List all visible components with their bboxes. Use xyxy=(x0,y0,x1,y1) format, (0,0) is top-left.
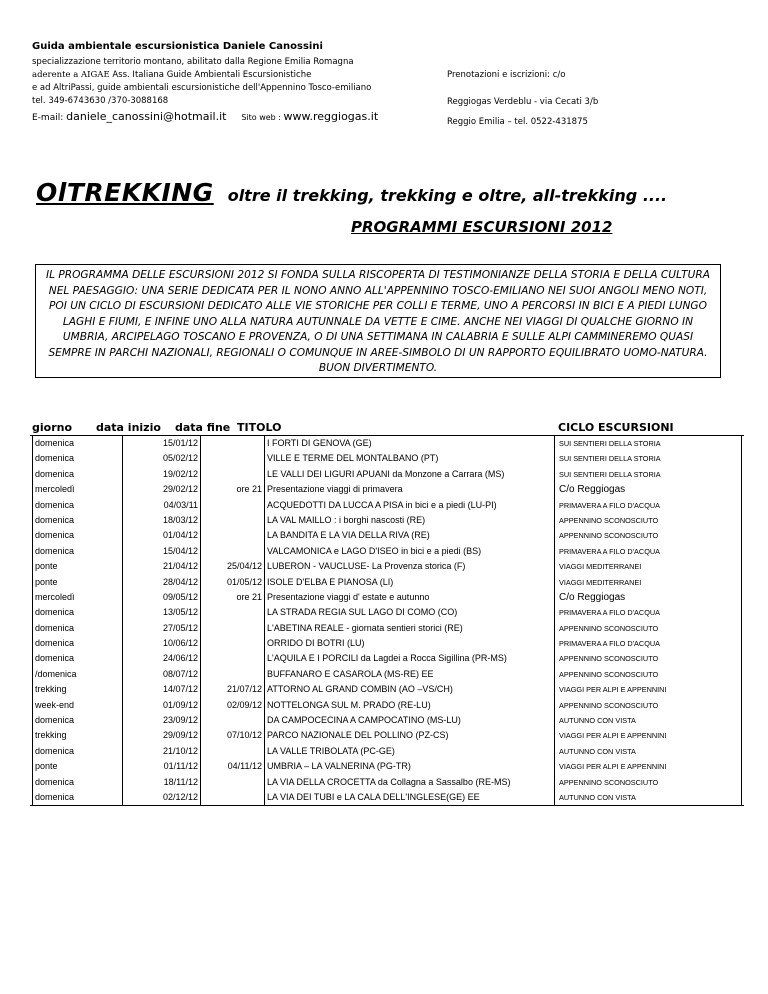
table-row xyxy=(30,728,744,743)
booking-address: Reggiogas Verdeblu - via Cecati 3/b xyxy=(447,97,599,107)
cell-data-inizio: 14/07/12 xyxy=(122,682,200,697)
cell-giorno: domenica xyxy=(32,775,122,790)
cell-ciclo: APPENNINO SCONOSCIUTO xyxy=(554,667,742,682)
cell-titolo: PARCO NAZIONALE DEL POLLINO (PZ-CS) xyxy=(264,728,554,743)
cell-giorno: ponte xyxy=(32,759,122,774)
cell-data-fine: 04/11/12 xyxy=(200,759,264,774)
cell-data-fine xyxy=(200,513,264,528)
cell-data-inizio: 08/07/12 xyxy=(122,667,200,682)
cell-giorno: domenica xyxy=(32,436,122,451)
table-row xyxy=(30,498,744,513)
cell-giorno: domenica xyxy=(32,744,122,759)
table-row xyxy=(30,451,744,466)
cell-data-inizio: 05/02/12 xyxy=(122,451,200,466)
table-row xyxy=(30,528,744,543)
cell-ciclo: PRIMAVERA A FILO D'ACQUA xyxy=(554,605,742,620)
cell-giorno: trekking xyxy=(32,728,122,743)
cell-titolo: I FORTI DI GENOVA (GE) xyxy=(264,436,554,451)
cell-ciclo: AUTUNNO CON VISTA xyxy=(554,790,742,805)
cell-titolo: BUFFANARO E CASAROLA (MS-RE) EE xyxy=(264,667,554,682)
cell-titolo: VILLE E TERME DEL MONTALBANO (PT) xyxy=(264,451,554,466)
cell-titolo: LA VAL MAILLO : i borghi nascosti (RE) xyxy=(264,513,554,528)
cell-ciclo: APPENNINO SCONOSCIUTO xyxy=(554,513,742,528)
cell-giorno: trekking xyxy=(32,682,122,697)
cell-titolo: NOTTELONGA SUL M. PRADO (RE-LU) xyxy=(264,698,554,713)
cell-titolo: LE VALLI DEI LIGURI APUANI da Monzone a Carrara (MS) xyxy=(264,467,554,482)
cell-data-inizio: 15/04/12 xyxy=(122,544,200,559)
cell-data-inizio: 15/01/12 xyxy=(122,436,200,451)
cell-data-inizio: 29/02/12 xyxy=(122,482,200,497)
cell-giorno: domenica xyxy=(32,498,122,513)
cell-giorno: domenica xyxy=(32,513,122,528)
cell-data-inizio: 18/03/12 xyxy=(122,513,200,528)
cell-ciclo: SUI SENTIERI DELLA STORIA xyxy=(554,467,742,482)
cell-titolo: LUBERON - VAUCLUSE- La Provenza storica (F) xyxy=(264,559,554,574)
cell-giorno: mercoledì xyxy=(32,482,122,497)
cell-data-fine xyxy=(200,451,264,466)
cell-titolo: LA VIA DEI TUBI e LA CALA DELL'INGLESE(GE) EE xyxy=(264,790,554,805)
cell-ciclo: APPENNINO SCONOSCIUTO xyxy=(554,651,742,666)
cell-ciclo: APPENNINO SCONOSCIUTO xyxy=(554,621,742,636)
main-title xyxy=(36,178,667,207)
table-row xyxy=(30,713,744,728)
cell-data-inizio: 23/09/12 xyxy=(122,713,200,728)
cell-titolo: LA BANDITA E LA VIA DELLA RIVA (RE) xyxy=(264,528,554,543)
cell-titolo: LA VIA DELLA CROCETTA da Collagna a Sassalbo (RE-MS) xyxy=(264,775,554,790)
cell-ciclo: VIAGGI MEDITERRANEI xyxy=(554,575,742,590)
cell-data-inizio: 28/04/12 xyxy=(122,575,200,590)
cell-data-fine: 07/10/12 xyxy=(200,728,264,743)
cell-ciclo: APPENNINO SCONOSCIUTO xyxy=(554,698,742,713)
cell-ciclo: C/o Reggiogas xyxy=(554,482,742,497)
cell-data-fine xyxy=(200,667,264,682)
cell-data-fine xyxy=(200,790,264,805)
cell-giorno: domenica xyxy=(32,451,122,466)
cell-data-inizio: 09/05/12 xyxy=(122,590,200,605)
header-giorno: giorno xyxy=(32,421,73,434)
table-row xyxy=(30,682,744,697)
table-row xyxy=(30,559,744,574)
cell-data-fine xyxy=(200,528,264,543)
header-titolo: TITOLO xyxy=(237,421,282,434)
cell-data-fine xyxy=(200,775,264,790)
table-row xyxy=(30,467,744,482)
table-row xyxy=(30,744,744,759)
cell-giorno: domenica xyxy=(32,605,122,620)
booking-label: Prenotazioni e iscrizioni: c/o xyxy=(447,70,566,80)
table-row xyxy=(30,513,744,528)
cell-ciclo: C/o Reggiogas xyxy=(554,590,742,605)
header-data-inizio: data inizio xyxy=(96,421,161,434)
cell-titolo: VALCAMONICA e LAGO D'ISEO in bici e a piedi (BS) xyxy=(264,544,554,559)
table-row xyxy=(30,436,744,451)
brand-title: OlTREKKING xyxy=(36,178,214,207)
cell-data-inizio: 18/11/12 xyxy=(122,775,200,790)
cell-ciclo: VIAGGI PER ALPI E APPENNINI xyxy=(554,728,742,743)
cell-ciclo: SUI SENTIERI DELLA STORIA xyxy=(554,436,742,451)
cell-giorno: domenica xyxy=(32,790,122,805)
cell-giorno: domenica xyxy=(32,651,122,666)
table-row xyxy=(30,636,744,651)
table-row xyxy=(30,667,744,682)
cell-data-inizio: 02/12/12 xyxy=(122,790,200,805)
header-data-fine: data fine xyxy=(175,421,231,434)
cell-giorno: ponte xyxy=(32,575,122,590)
cell-data-inizio: 21/10/12 xyxy=(122,744,200,759)
cell-giorno: /domenica xyxy=(32,667,122,682)
cell-giorno: mercoledì xyxy=(32,590,122,605)
cell-data-inizio: 27/05/12 xyxy=(122,621,200,636)
intro-box: IL PROGRAMMA DELLE ESCURSIONI 2012 SI FONDA SULLA RISCOPERTA DI TESTIMONIANZE DELLA STORIA E DELLA CULTURA NEL PAESAGGIO: UNA SERIE DEDICATA PER IL NONO ANNO ALL'APPENNINO TOSCO-EMILIANO NEI SUOI ANGOLI MENO NOTI, POI UN CICLO DI ESCURSIONI DEDICATO ALLE VIE STORICHE PER COLLI E TERME, UNO A PERCORSI IN BICI E A PIEDI LUNGO LAGHI E FIUMI, E INFINE UNO ALLA NATURA AUTUNNALE DA VETTE E CIME. ANCHE NEI VIAGGI DI QUALCHE GIORNO IN UMBRIA, ARCIPELAGO TOSCANO E PROVENZA, O DI UNA SETTIMANA IN CALABRIA E SULLE ALPI CAMMINEREMO QUASI SEMPRE IN PARCHI NAZIONALI, REGIONALI O COMUNQUE IN AREE-SIMBOLO DI UN RAPPORTO EQUILIBRATO UOMO-NATURA. BUON DIVERTIMENTO. xyxy=(35,264,721,378)
cell-giorno: ponte xyxy=(32,559,122,574)
cell-titolo: ORRIDO DI BOTRI (LU) xyxy=(264,636,554,651)
cell-ciclo: VIAGGI MEDITERRANEI xyxy=(554,559,742,574)
cell-data-inizio: 01/11/12 xyxy=(122,759,200,774)
table-row xyxy=(30,759,744,774)
cell-ciclo: VIAGGI PER ALPI E APPENNINI xyxy=(554,759,742,774)
cell-data-inizio: 13/05/12 xyxy=(122,605,200,620)
cell-titolo: LA VALLE TRIBOLATA (PC-GE) xyxy=(264,744,554,759)
cell-ciclo: AUTUNNO CON VISTA xyxy=(554,713,742,728)
cell-data-inizio: 10/06/12 xyxy=(122,636,200,651)
guide-phone: tel. 349-6743630 /370-3088168 xyxy=(32,96,169,106)
cell-data-inizio: 01/04/12 xyxy=(122,528,200,543)
cell-data-fine xyxy=(200,744,264,759)
cell-data-fine xyxy=(200,605,264,620)
cell-data-fine: ore 21 xyxy=(200,482,264,497)
table-row xyxy=(30,544,744,559)
cell-ciclo: PRIMAVERA A FILO D'ACQUA xyxy=(554,498,742,513)
cell-titolo: ATTORNO AL GRAND COMBIN (AO –VS/CH) xyxy=(264,682,554,697)
cell-data-inizio: 21/04/12 xyxy=(122,559,200,574)
booking-phone: Reggio Emilia – tel. 0522-431875 xyxy=(447,117,588,127)
cell-ciclo: PRIMAVERA A FILO D'ACQUA xyxy=(554,636,742,651)
table-row xyxy=(30,482,744,497)
cell-titolo: L'ABETINA REALE - giornata sentieri storici (RE) xyxy=(264,621,554,636)
website-link[interactable]: www.reggiogas.it xyxy=(283,110,379,123)
table-row xyxy=(30,590,744,605)
table-row xyxy=(30,775,744,790)
cell-giorno: week-end xyxy=(32,698,122,713)
cell-ciclo: APPENNINO SCONOSCIUTO xyxy=(554,528,742,543)
email-link[interactable]: daniele_canossini@hotmail.it xyxy=(66,110,227,123)
cell-data-fine xyxy=(200,498,264,513)
cell-giorno: domenica xyxy=(32,528,122,543)
cell-titolo: Presentazione viaggi d' estate e autunno xyxy=(264,590,554,605)
cell-ciclo: SUI SENTIERI DELLA STORIA xyxy=(554,451,742,466)
cell-data-fine xyxy=(200,621,264,636)
cell-titolo: DA CAMPOCECINA A CAMPOCATINO (MS-LU) xyxy=(264,713,554,728)
cell-data-fine xyxy=(200,544,264,559)
cell-data-fine xyxy=(200,467,264,482)
cell-titolo: UMBRIA – LA VALNERINA (PG-TR) xyxy=(264,759,554,774)
cell-data-fine: ore 21 xyxy=(200,590,264,605)
cell-data-fine xyxy=(200,636,264,651)
cell-data-fine xyxy=(200,651,264,666)
cell-data-inizio: 29/09/12 xyxy=(122,728,200,743)
cell-giorno: domenica xyxy=(32,467,122,482)
table-header xyxy=(30,420,744,436)
contact-line: E-mail: daniele_canossini@hotmail.it Sito web : www.reggiogas.it xyxy=(32,110,379,123)
header-ciclo: CICLO ESCURSIONI xyxy=(558,421,674,434)
cell-ciclo: PRIMAVERA A FILO D'ACQUA xyxy=(554,544,742,559)
cell-data-fine: 02/09/12 xyxy=(200,698,264,713)
table-row xyxy=(30,651,744,666)
table-row xyxy=(30,621,744,636)
table-bottom-border xyxy=(30,805,744,806)
cell-titolo: L'AQUILA E I PORCILI da Lagdei a Rocca Sigillina (PR-MS) xyxy=(264,651,554,666)
cell-data-fine xyxy=(200,713,264,728)
cell-ciclo: VIAGGI PER ALPI E APPENNINI xyxy=(554,682,742,697)
cell-data-fine: 01/05/12 xyxy=(200,575,264,590)
cell-data-fine: 25/04/12 xyxy=(200,559,264,574)
table-row xyxy=(30,698,744,713)
cell-titolo: ACQUEDOTTI DA LUCCA A PISA in bici e a piedi (LU-PI) xyxy=(264,498,554,513)
cell-data-inizio: 01/09/12 xyxy=(122,698,200,713)
cell-data-fine xyxy=(200,436,264,451)
guide-association: aderente a AIGAE Ass. Italiana Guide Ambientali Escursionistiche xyxy=(32,70,312,80)
guide-altripassi: e ad AltriPassi, guide ambientali escursionistiche dell'Appennino Tosco-emiliano xyxy=(32,83,372,93)
cell-titolo: Presentazione viaggi di primavera xyxy=(264,482,554,497)
guide-specialization: specializzazione territorio montano, abilitato dalla Regione Emilia Romagna xyxy=(32,57,354,67)
cell-titolo: ISOLE D'ELBA E PIANOSA (LI) xyxy=(264,575,554,590)
cell-data-inizio: 19/02/12 xyxy=(122,467,200,482)
guide-name: Guida ambientale escursionistica Daniele Canossini xyxy=(32,41,323,52)
guide-info xyxy=(32,40,432,125)
cell-data-inizio: 24/06/12 xyxy=(122,651,200,666)
table-body xyxy=(30,436,744,805)
table-row xyxy=(30,575,744,590)
cell-giorno: domenica xyxy=(32,636,122,651)
cell-titolo: LA STRADA REGIA SUL LAGO DI COMO (CO) xyxy=(264,605,554,620)
excursions-table xyxy=(30,420,744,806)
cell-giorno: domenica xyxy=(32,713,122,728)
brand-subtitle: oltre il trekking, trekking e oltre, all-trekking .... xyxy=(227,186,668,205)
cell-ciclo: AUTUNNO CON VISTA xyxy=(554,744,742,759)
table-row xyxy=(30,790,744,805)
cell-data-fine: 21/07/12 xyxy=(200,682,264,697)
cell-ciclo: APPENNINO SCONOSCIUTO xyxy=(554,775,742,790)
cell-data-inizio: 04/03/11 xyxy=(122,498,200,513)
table-row xyxy=(30,605,744,620)
program-title: PROGRAMMI ESCURSIONI 2012 xyxy=(351,218,613,236)
cell-giorno: domenica xyxy=(32,621,122,636)
cell-giorno: domenica xyxy=(32,544,122,559)
